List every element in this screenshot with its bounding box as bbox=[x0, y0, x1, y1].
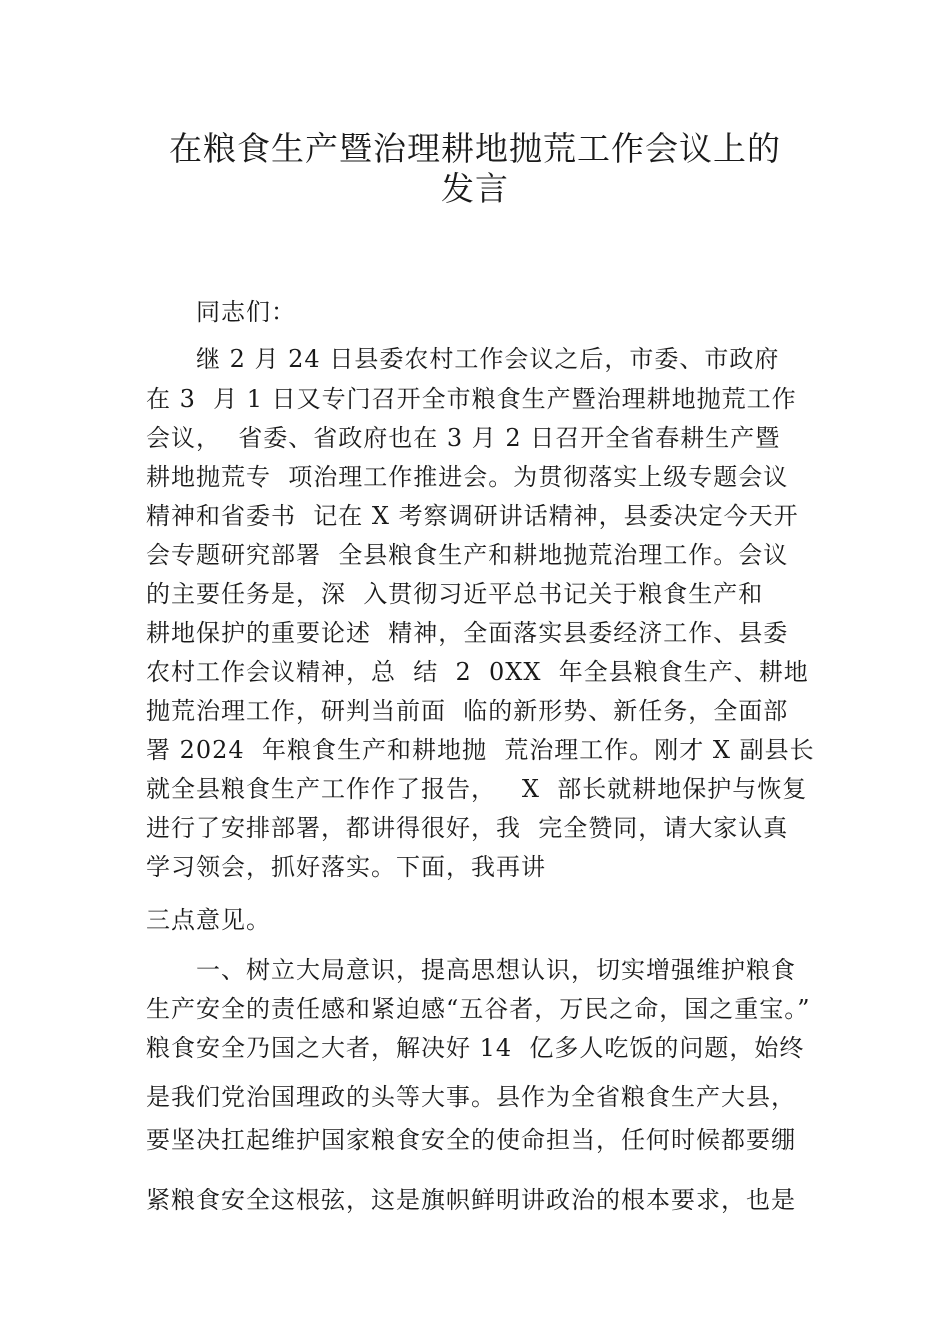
body-line: 紧粮食安全这根弦，这是旗帜鲜明讲政治的根本要求，也是 bbox=[146, 1186, 796, 1214]
body-line: 学习领会，抓好落实。下面，我再讲 bbox=[146, 853, 546, 881]
body-line: 抛荒治理工作，研判当前面 临的新形势、新任务，全面部 bbox=[146, 697, 789, 725]
body-line: 在 3 月 1 日又专门召开全市粮食生产暨治理耕地抛荒工作 bbox=[146, 385, 797, 413]
body-line: 生产安全的责任感和紧迫感“五谷者，万民之命，国之重宝。” bbox=[146, 995, 811, 1023]
body-line: 农村工作会议精神，总 结 2 0XX 年全县粮食生产、耕地 bbox=[146, 658, 809, 686]
document-title-line-1: 在粮食生产暨治理耕地抛荒工作会议上的 bbox=[169, 129, 781, 168]
body-line: 的主要任务是，深 入贯彻习近平总书记关于粮食生产和 bbox=[146, 580, 764, 608]
body-line: 会专题研究部署 全县粮食生产和耕地抛荒治理工作。会议 bbox=[146, 541, 789, 569]
body-line: 就全县粮食生产工作作了报告， X 部长就耕地保护与恢复 bbox=[146, 775, 808, 803]
body-line: 进行了安排部署，都讲得很好，我 完全赞同，请大家认真 bbox=[146, 814, 789, 842]
body-line: 要坚决扛起维护国家粮食安全的使命担当，任何时候都要绷 bbox=[146, 1126, 796, 1154]
body-line: 耕地保护的重要论述 精神，全面落实县委经济工作、县委 bbox=[146, 619, 789, 647]
body-line: 是我们党治国理政的头等大事。县作为全省粮食生产大县， bbox=[146, 1083, 796, 1111]
body-line: 三点意见。 bbox=[146, 906, 271, 934]
body-line: 粮食安全乃国之大者，解决好 14 亿多人吃饭的问题，始终 bbox=[146, 1034, 805, 1062]
document-title-line-2: 发言 bbox=[441, 169, 509, 208]
body-line: 会议， 省委、省政府也在 3 月 2 日召开全省春耕生产暨 bbox=[146, 424, 781, 452]
body-line: 精神和省委书 记在 X 考察调研讲话精神，县委决定今天开 bbox=[146, 502, 799, 530]
salutation: 同志们： bbox=[196, 298, 296, 326]
body-line: 继 2 月 24 日县委农村工作会议之后，市委、市政府 bbox=[196, 345, 780, 373]
body-line: 署 2024 年粮食生产和耕地抛 荒治理工作。刚才 X 副县长 bbox=[146, 736, 815, 764]
body-line: 耕地抛荒专 项治理工作推进会。为贯彻落实上级专题会议 bbox=[146, 463, 789, 491]
section-heading-1: 一、树立大局意识，提高思想认识，切实增强维护粮食 bbox=[196, 956, 796, 984]
